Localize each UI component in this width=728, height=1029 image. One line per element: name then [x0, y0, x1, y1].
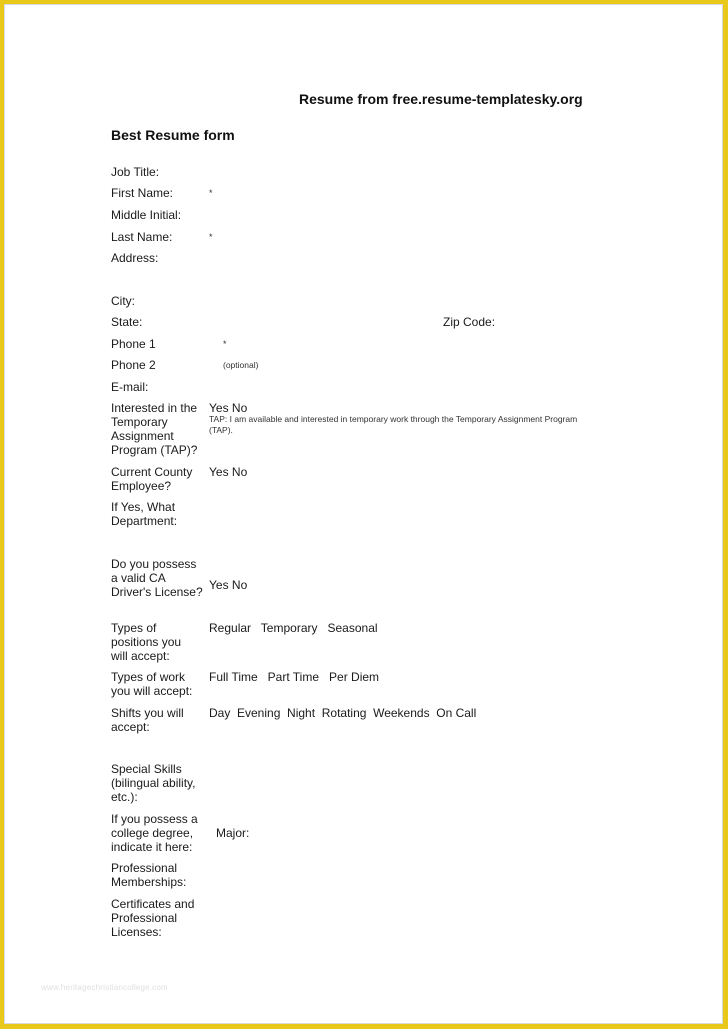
college-degree-label: If you possess a college degree, indicate it here: [111, 812, 198, 854]
tap-question-label: Interested in the Temporary Assignment Program (TAP)? [111, 401, 198, 457]
work-types-label: Types of work you will accept: [111, 670, 193, 698]
address-label: Address: [111, 251, 159, 265]
work-types-options: Full Time Part Time Per Diem [209, 670, 380, 684]
positions-options: Regular Temporary Seasonal [209, 621, 378, 635]
first-name-required-marker: * [209, 188, 213, 198]
document-header: Resume from free.resume-templatesky.org [299, 91, 583, 107]
phone2-optional-note: (optional) [223, 360, 259, 370]
document-page [4, 4, 723, 1024]
last-name-label: Last Name: [111, 230, 173, 244]
positions-label: Types of positions you will accept: [111, 621, 182, 663]
phone2-label: Phone 2 [111, 358, 156, 372]
department-label: If Yes, What Department: [111, 500, 178, 528]
form-title: Best Resume form [111, 127, 235, 143]
first-name-label: First Name: [111, 186, 174, 200]
state-label: State: [111, 315, 143, 329]
drivers-license-options: Yes No [209, 578, 248, 592]
last-name-required-marker: * [209, 232, 213, 242]
drivers-license-label: Do you possess a valid CA Driver's License? [111, 557, 203, 599]
shifts-label: Shifts you will accept: [111, 706, 184, 734]
job-title-label: Job Title: [111, 165, 160, 179]
memberships-label: Professional Memberships: [111, 861, 187, 889]
shifts-options: Day Evening Night Rotating Weekends On Call [209, 706, 477, 720]
middle-initial-label: Middle Initial: [111, 208, 182, 222]
zip-code-label: Zip Code: [443, 315, 496, 329]
certificates-label: Certificates and Professional Licenses: [111, 897, 195, 939]
county-employee-label: Current County Employee? [111, 465, 193, 493]
tap-options: Yes No [209, 401, 248, 415]
phone1-label: Phone 1 [111, 337, 156, 351]
email-label: E-mail: [111, 380, 149, 394]
tap-note: TAP: I am available and interested in temporary work through the Temporary Assignment Program (TAP). [209, 414, 578, 435]
watermark: www.heritagechristiancollege.com [41, 983, 168, 992]
major-label: Major: [216, 826, 250, 840]
phone1-required-marker: * [223, 339, 227, 349]
county-employee-options: Yes No [209, 465, 248, 479]
city-label: City: [111, 294, 135, 308]
special-skills-label: Special Skills (bilingual ability, etc.): [111, 762, 196, 804]
